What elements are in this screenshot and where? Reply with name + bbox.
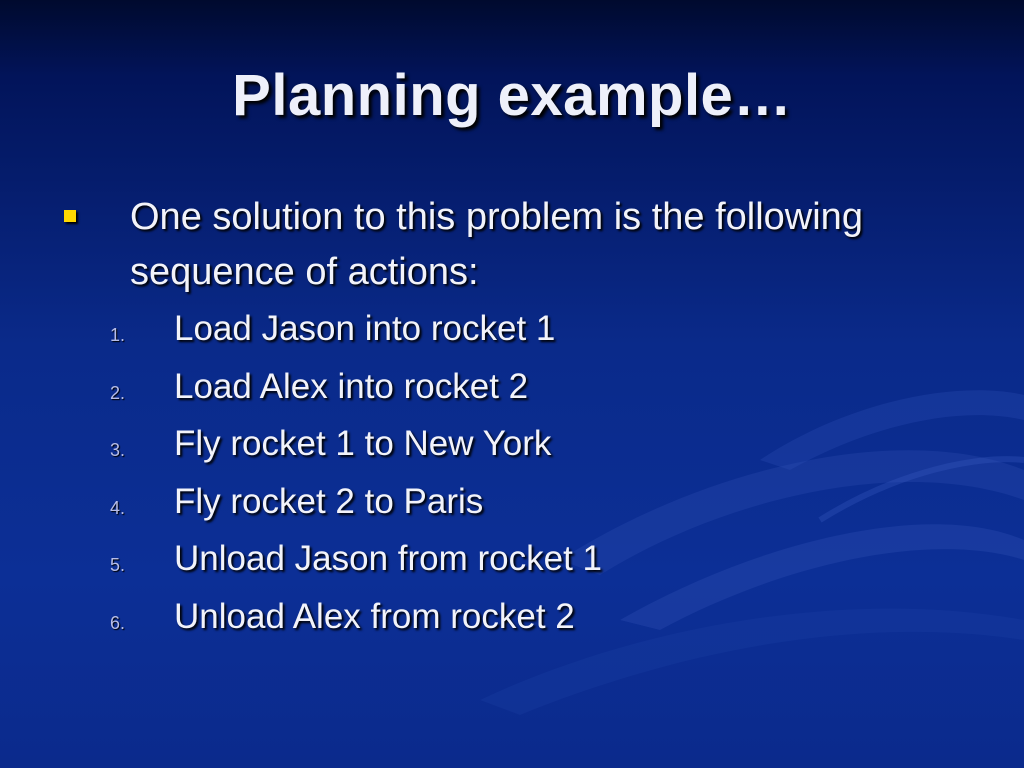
list-item: [110, 478, 810, 536]
list-item: [110, 305, 810, 363]
step-number: 6.: [110, 612, 126, 633]
step-number: 1.: [110, 325, 126, 345]
list-item: [110, 363, 810, 421]
step-text: Unload Jason from rocket 1: [174, 539, 602, 578]
step-text: Load Jason into rocket 1: [174, 309, 556, 348]
list-item: [110, 593, 810, 651]
bullet-text: One solution to this problem is the following sequence of actions:: [130, 196, 863, 293]
square-bullet-icon: [64, 210, 76, 222]
list-item: [110, 535, 810, 593]
action-sequence-list: [110, 305, 810, 650]
step-number: 5.: [110, 555, 126, 575]
step-text: Fly rocket 1 to New York: [174, 424, 552, 463]
list-item: [110, 420, 810, 478]
step-number: 3.: [110, 440, 126, 460]
slide-title: Planning example…: [232, 63, 792, 128]
step-text: Unload Alex from rocket 2: [174, 596, 575, 636]
step-number: 2.: [110, 382, 126, 403]
step-number: 4.: [110, 497, 126, 518]
step-text: Load Alex into rocket 2: [174, 366, 529, 406]
step-text: Fly rocket 2 to Paris: [174, 481, 484, 521]
